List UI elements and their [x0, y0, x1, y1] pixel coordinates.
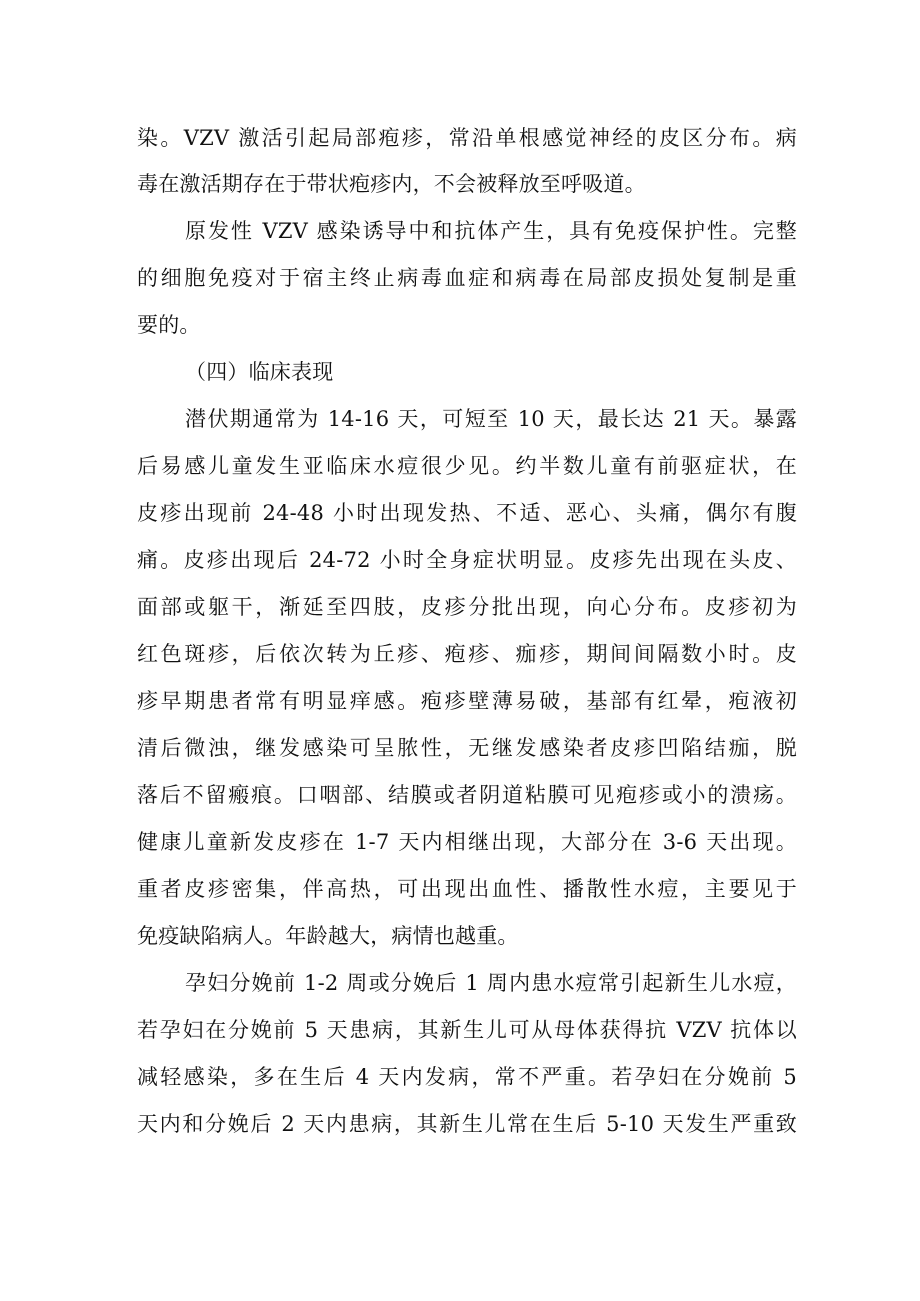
paragraph-line: 天内和分娩后 2 天内患病，其新生儿常在生后 5-10 天发生严重致 — [137, 1112, 797, 1136]
paragraph-line: 孕妇分娩前 1-2 周或分娩后 1 周内患水痘常引起新生儿水痘， — [185, 971, 797, 995]
paragraph-line: 面部或躯干，渐延至四肢，皮疹分批出现，向心分布。皮疹初为 — [137, 595, 797, 619]
paragraph-line: 免疫缺陷病人。年龄越大，病情也越重。 — [137, 924, 519, 948]
paragraph-line: 皮疹出现前 24-48 小时出现发热、不适、恶心、头痛，偶尔有腹 — [137, 501, 797, 525]
section-heading: （四）临床表现 — [185, 360, 334, 384]
paragraph-line: 减轻感染，多在生后 4 天内发病，常不严重。若孕妇在分娩前 5 — [137, 1065, 797, 1089]
paragraph-line: 的细胞免疫对于宿主终止病毒血症和病毒在局部皮损处复制是重 — [137, 266, 797, 290]
paragraph-line: 疹早期患者常有明显痒感。疱疹壁薄易破，基部有红晕，疱液初 — [137, 689, 797, 713]
paragraph-line: 重者皮疹密集，伴高热，可出现出血性、播散性水痘，主要见于 — [137, 877, 797, 901]
paragraph-line: 健康儿童新发皮疹在 1-7 天内相继出现，大部分在 3-6 天出现。 — [137, 830, 797, 854]
paragraph-line: 后易感儿童发生亚临床水痘很少见。约半数儿童有前驱症状，在 — [137, 454, 797, 478]
paragraph-line: 要的。 — [137, 313, 201, 337]
paragraph-line: 原发性 VZV 感染诱导中和抗体产生，具有免疫保护性。完整 — [185, 219, 797, 243]
paragraph-line: 若孕妇在分娩前 5 天患病，其新生儿可从母体获得抗 VZV 抗体以 — [137, 1018, 797, 1042]
paragraph-line: 染。VZV 激活引起局部疱疹，常沿单根感觉神经的皮区分布。病 — [137, 126, 797, 150]
paragraph-line: 清后微浊，继发感染可呈脓性，无继发感染者皮疹凹陷结痂，脱 — [137, 736, 797, 760]
paragraph-line: 红色斑疹，后依次转为丘疹、疱疹、痂疹，期间间隔数小时。皮 — [137, 642, 797, 666]
paragraph-line: 痛。皮疹出现后 24-72 小时全身症状明显。皮疹先出现在头皮、 — [137, 548, 797, 572]
paragraph-line: 落后不留瘢痕。口咽部、结膜或者阴道粘膜可见疱疹或小的溃疡。 — [137, 783, 797, 807]
paragraph-line: 潜伏期通常为 14-16 天，可短至 10 天，最长达 21 天。暴露 — [185, 407, 797, 431]
paragraph-line: 毒在激活期存在于带状疱疹内，不会被释放至呼吸道。 — [137, 172, 646, 196]
